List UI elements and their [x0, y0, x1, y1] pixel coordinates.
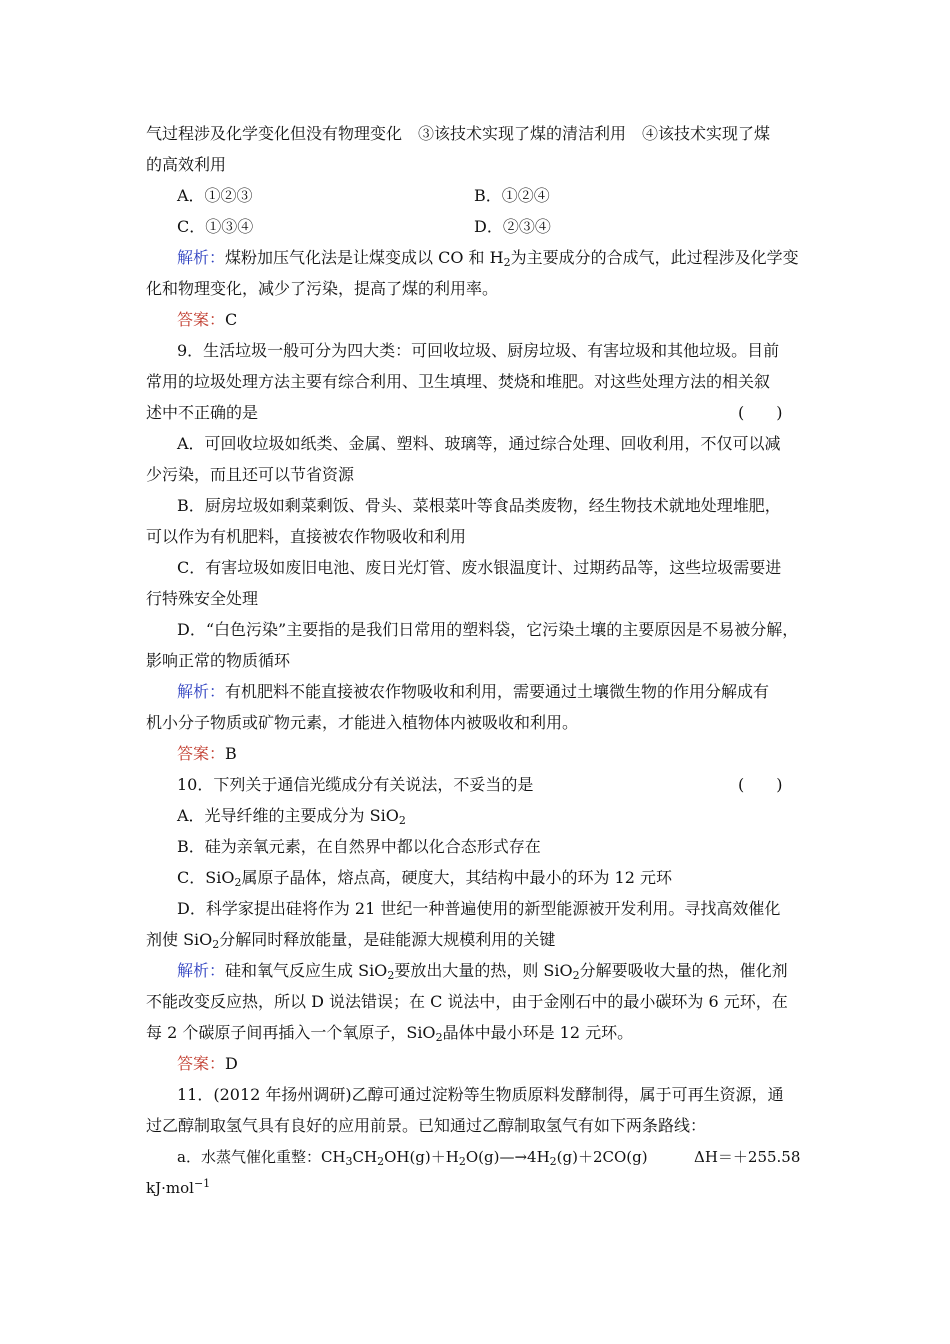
q9-option-a-line-1: A．可回收垃圾如纸类、金属、塑料、玻璃等，通过综合处理、回收利用，不仅可以减 — [177, 434, 781, 453]
q8-continuation-line-1: 气过程涉及化学变化但没有物理变化 ③该技术实现了煤的清洁利用 ④该技术实现了煤 — [146, 124, 771, 143]
q9-answer-blank: ( ) — [738, 403, 783, 422]
q10-option-c-text: C．SiO — [177, 868, 235, 887]
q10-answer-blank: ( ) — [738, 775, 783, 794]
q8-analysis-line-2: 化和物理变化，减少了污染，提高了煤的利用率。 — [146, 279, 499, 298]
equation-part: (g)＋2CO(g) — [556, 1148, 648, 1166]
q9-stem-line-3: 述中不正确的是 — [146, 403, 259, 422]
analysis-label: 解析： — [177, 682, 226, 701]
subscript: 2 — [572, 969, 580, 982]
q9-option-a-line-2: 少污染，而且还可以节省资源 — [146, 465, 355, 484]
subscript: 2 — [398, 814, 406, 827]
q10-analysis-line-2: 不能改变反应热，所以 D 说法错误；在 C 说法中，由于金刚石中的最小碳环为 6 元环，在 — [146, 992, 788, 1011]
q9-analysis-line-1 — [177, 682, 769, 702]
q10-analysis-line-3 — [146, 1023, 633, 1043]
q9-option-d-line-2: 影响正常的物质循环 — [146, 651, 291, 670]
q9-option-d-line-1: D．“白色污染”主要指的是我们日常用的塑料袋，它污染土壤的主要原因是不易被分解， — [177, 620, 799, 639]
q9-option-c-line-1: C．有害垃圾如废旧电池、废日光灯管、废水银温度计、过期药品等，这些垃圾需要进 — [177, 558, 782, 577]
q9-option-b-line-1: B．厨房垃圾如剩菜剩饭、骨头、菜根菜叶等食品类废物，经生物技术就地处理堆肥， — [177, 496, 781, 515]
q11-route-a-label: a．水蒸气催化重整： — [177, 1148, 321, 1166]
subscript: 3 — [345, 1155, 353, 1168]
analysis-label: 解析： — [177, 248, 226, 267]
q11-stem-line-2: 过乙醇制取氢气具有良好的应用前景。已知通过乙醇制取氢气有如下两条路线： — [146, 1116, 707, 1135]
q9-option-c-line-2: 行特殊安全处理 — [146, 589, 259, 608]
q10-analysis-text: 硅和氧气反应生成 SiO — [225, 961, 388, 980]
q10-option-d-line-2 — [146, 930, 555, 950]
q8-answer-line — [177, 310, 237, 330]
equation-part: O(g)—→4H — [465, 1148, 550, 1166]
q10-option-d-text: 剂使 SiO — [146, 930, 213, 949]
q9-option-b-line-2: 可以作为有机肥料，直接被农作物吸收和利用 — [146, 527, 467, 546]
q9-stem-line-2: 常用的垃圾处理方法主要有综合利用、卫生填埋、焚烧和堆肥。对这些处理方法的相关叙 — [146, 372, 771, 391]
q10-stem: 10．下列关于通信光缆成分有关说法，不妥当的是 — [177, 775, 534, 794]
q9-analysis-text: 有机肥料不能直接被农作物吸收和利用，需要通过土壤微生物的作用分解成有 — [225, 682, 770, 701]
q8-option-a: A．①②③ — [177, 186, 253, 205]
subscript: 2 — [549, 1155, 557, 1168]
equation-part: OH(g)＋H — [384, 1148, 459, 1166]
q10-answer: D — [225, 1054, 238, 1073]
unit: kJ·mol — [146, 1179, 194, 1197]
q8-answer: C — [225, 310, 238, 329]
q10-analysis-line-3-text: 每 2 个碳原子间再插入一个氧原子，SiO — [146, 1023, 436, 1042]
q8-option-c: C．①③④ — [177, 217, 254, 236]
q11-stem-line-1: 11．(2012 年扬州调研)乙醇可通过淀粉等生物质原料发酵制得，属于可再生资源，通 — [177, 1085, 784, 1104]
q8-analysis-text-cont: 为主要成分的合成气，此过程涉及化学变 — [510, 248, 799, 267]
q8-analysis-text: 煤粉加压气化法是让煤变成以 CO 和 H — [225, 248, 504, 267]
q11-route-a-line-1 — [177, 1147, 648, 1167]
analysis-label: 解析： — [177, 961, 226, 980]
q10-answer-line — [177, 1054, 238, 1074]
q10-option-a — [177, 806, 406, 826]
subscript: 2 — [234, 876, 242, 889]
q8-option-b: B．①②④ — [474, 186, 550, 205]
q9-answer-line — [177, 744, 237, 764]
q10-analysis-text-end: 分解要吸收大量的热，催化剂 — [579, 961, 788, 980]
q8-continuation-line-2: 的高效利用 — [146, 155, 227, 174]
subscript: 2 — [458, 1155, 466, 1168]
subscript: 2 — [435, 1031, 443, 1044]
superscript: −1 — [193, 1177, 211, 1190]
answer-label: 答案： — [177, 310, 226, 329]
q8-option-d: D．②③④ — [474, 217, 551, 236]
equation-part: CH — [352, 1148, 378, 1166]
q10-option-b: B．硅为亲氧元素，在自然界中都以化合态形式存在 — [177, 837, 541, 856]
q9-stem-line-1: 9．生活垃圾一般可分为四大类：可回收垃圾、厨房垃圾、有害垃圾和其他垃圾。目前 — [177, 341, 780, 360]
q10-analysis-line-3-cont: 晶体中最小环是 12 元环。 — [442, 1023, 634, 1042]
q11-enthalpy: ΔH＝＋255.58 — [694, 1148, 801, 1166]
q10-option-c — [177, 868, 672, 888]
q10-option-d-text-cont: 分解同时释放能量，是硅能源大规模利用的关键 — [219, 930, 556, 949]
q10-option-c-text-cont: 属原子晶体，熔点高，硬度大，其结构中最小的环为 12 元环 — [241, 868, 672, 887]
subscript: 2 — [387, 969, 395, 982]
answer-label: 答案： — [177, 744, 226, 763]
q10-analysis-text-cont: 要放出大量的热，则 SiO — [394, 961, 573, 980]
answer-label: 答案： — [177, 1054, 226, 1073]
equation-part: CH — [320, 1148, 346, 1166]
subscript: 2 — [212, 938, 220, 951]
subscript: 2 — [377, 1155, 385, 1168]
subscript: 2 — [503, 256, 511, 269]
q11-route-a-line-2 — [146, 1178, 210, 1198]
q9-analysis-line-2: 机小分子物质或矿物元素，才能进入植物体内被吸收和利用。 — [146, 713, 579, 732]
q9-answer: B — [225, 744, 237, 763]
q10-option-a-text: A．光导纤维的主要成分为 SiO — [177, 806, 399, 825]
q10-option-d-line-1: D．科学家提出硅将作为 21 世纪一种普遍使用的新型能源被开发利用。寻找高效催化 — [177, 899, 781, 918]
q8-analysis-line-1 — [177, 248, 799, 268]
q10-analysis-line-1 — [177, 961, 788, 981]
